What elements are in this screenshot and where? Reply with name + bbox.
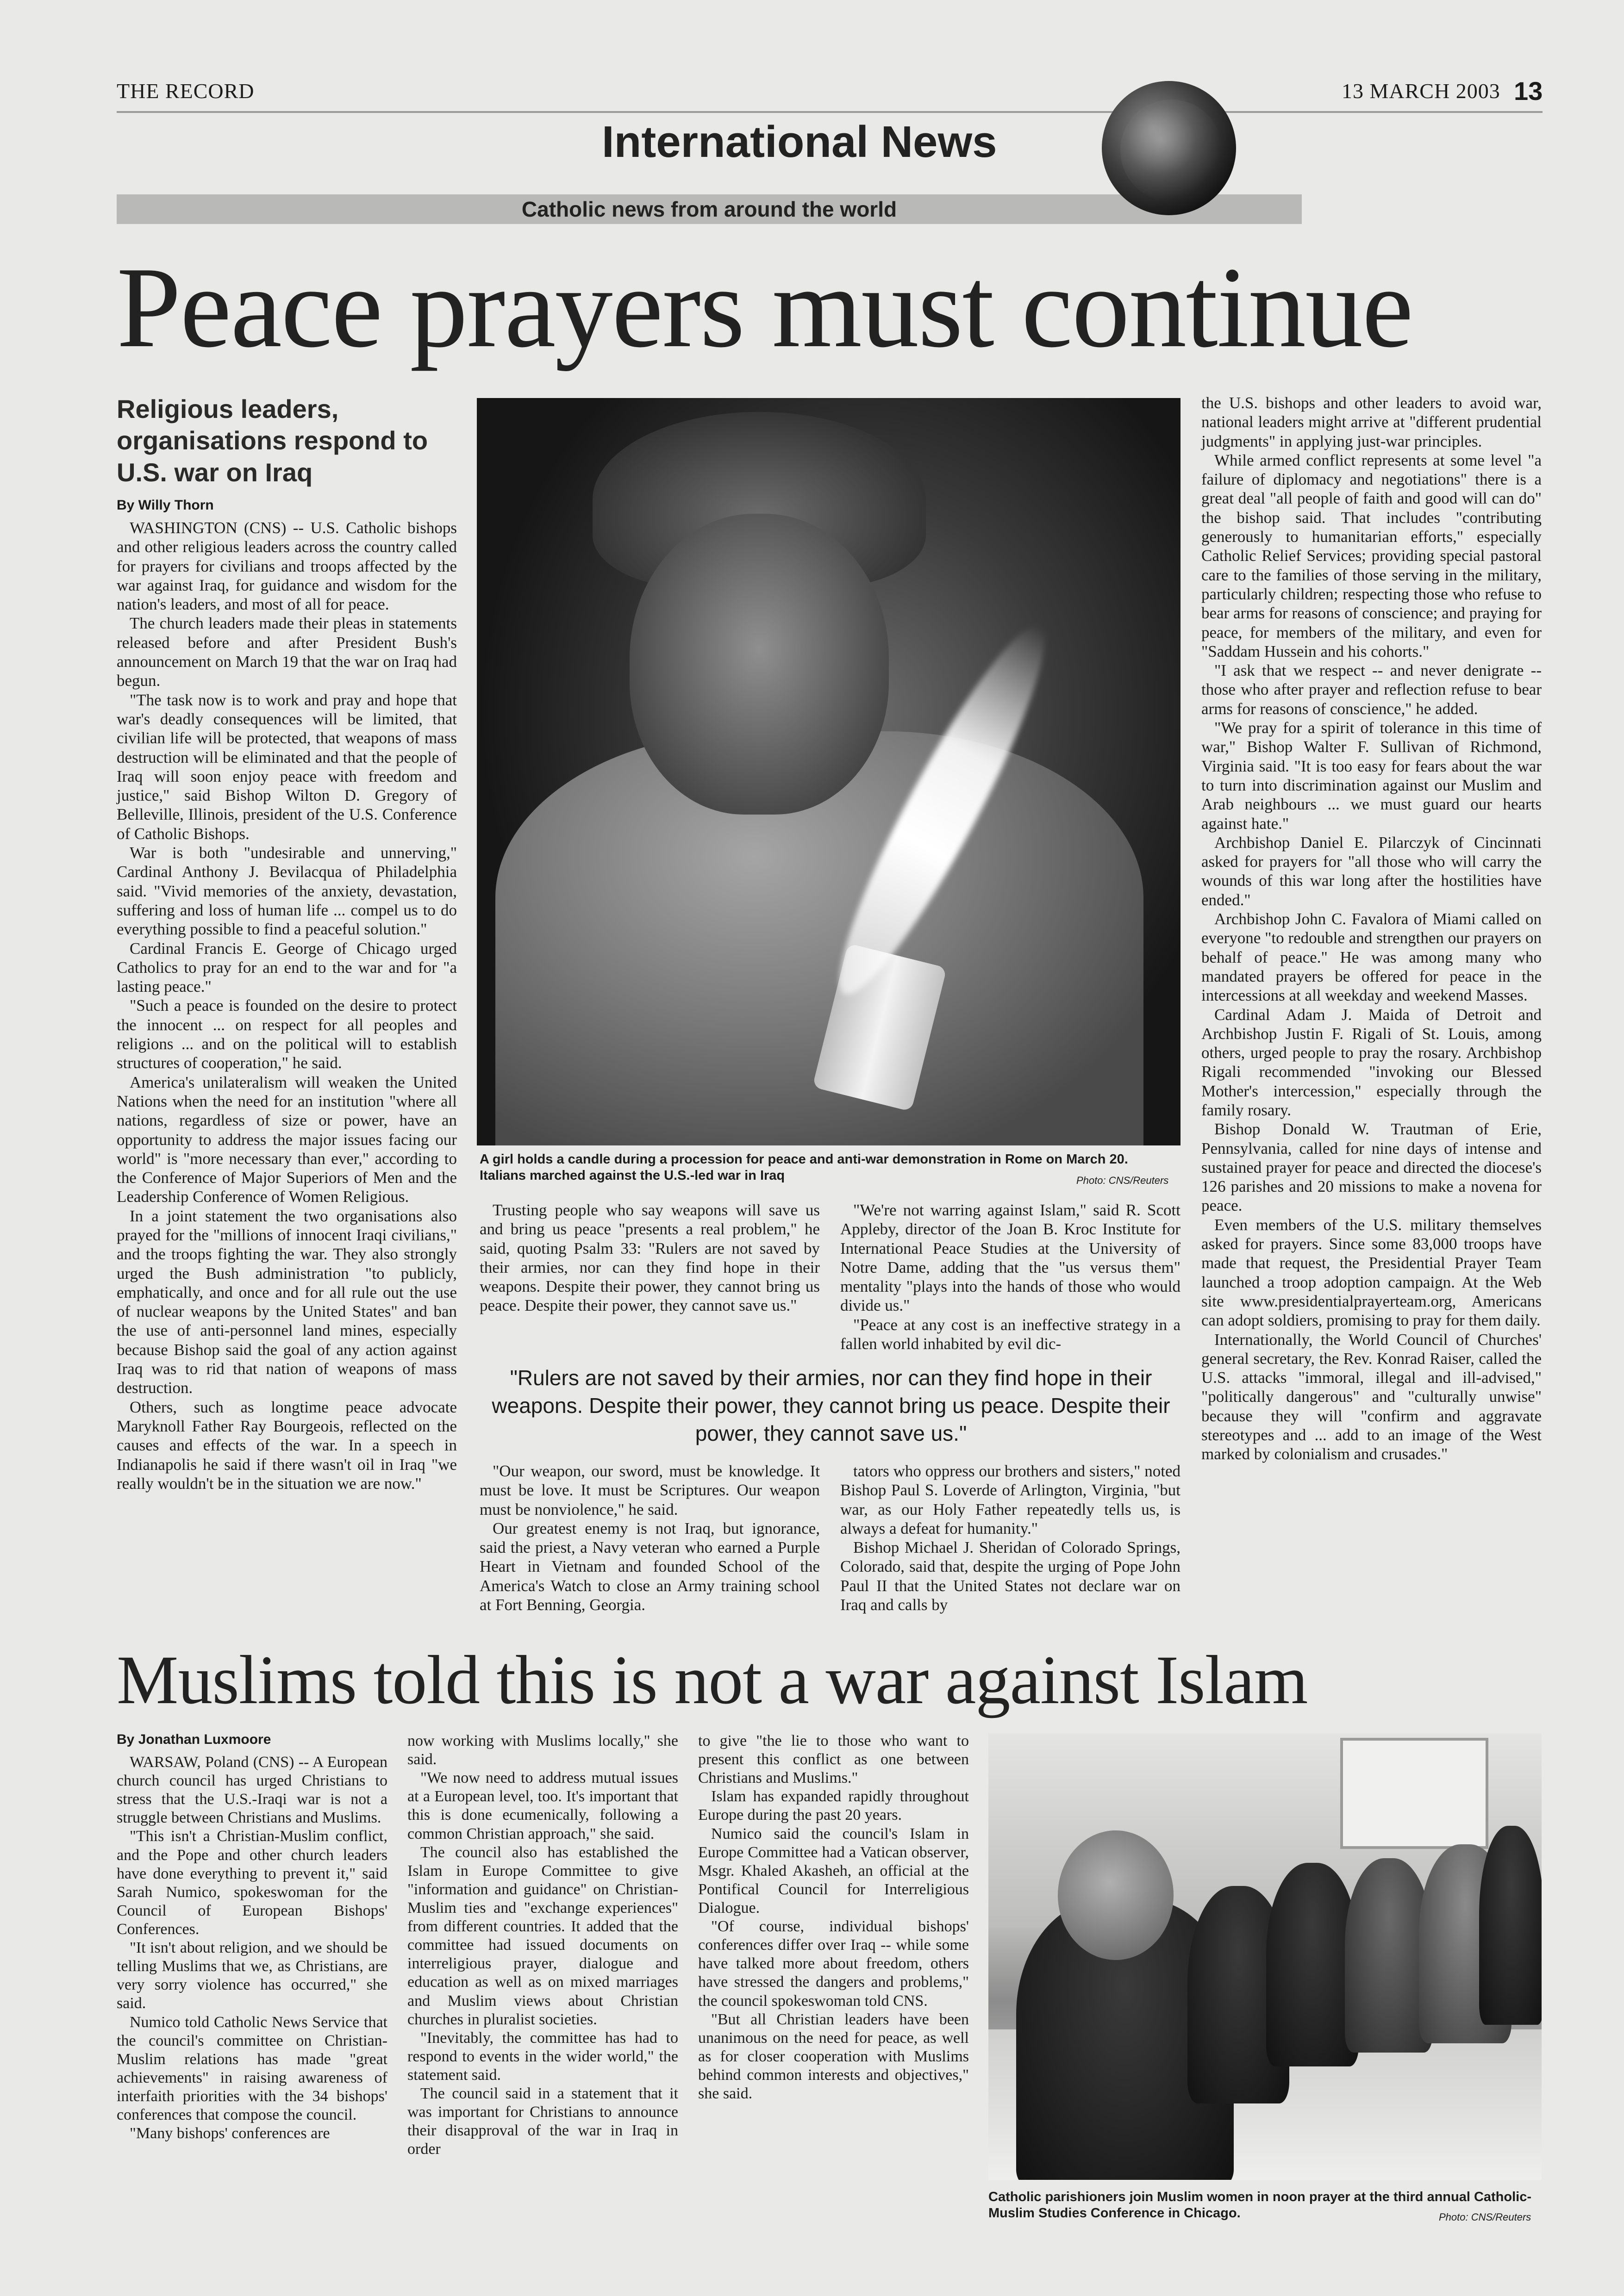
page-number: 13 <box>1514 76 1543 106</box>
paragraph: "It isn't about religion, and we should be telling Muslims that we, as Christians, are very sorry violence has occurred," she said. <box>117 1939 387 2012</box>
publication-name: THE RECORD <box>117 79 255 103</box>
paragraph: "Such a peace is founded on the desire to protect the innocent ... on respect for all peoples and religions ... and on the political will to establish structures of cooperation," he said. <box>117 996 457 1072</box>
paragraph: tators who oppress our brothers and sisters," noted Bishop Paul S. Loverde of Arlington, Virginia, "but war, as our Holy Father repeatedly tells us, is always a defeat for humanity." <box>840 1462 1181 1537</box>
paragraph: the U.S. bishops and other leaders to avoid war, national leaders might arrive at "different prudential judgments" in applying just-war principles. <box>1201 394 1542 450</box>
section-subtitle-bar <box>117 194 1302 224</box>
story1-deck: Religious leaders, organisations respond to U.S. war on Iraq <box>117 394 428 487</box>
photo-face <box>630 514 889 815</box>
paragraph: Our greatest enemy is not Iraq, but ignorance, said the priest, a Navy veteran who earned a Purple Heart in Vietnam and founded School of the America's Watch to close an Army training school at Fort Benning, Georgia. <box>480 1519 820 1614</box>
story2-column-2 <box>407 1732 678 2159</box>
paragraph: The council said in a statement that it was important for Christians to announce their disapproval of the war in Iraq in order <box>407 2085 678 2158</box>
story2-column-3 <box>698 1732 969 2103</box>
section-subtitle: Catholic news from around the world <box>521 197 897 221</box>
paragraph: WASHINGTON (CNS) -- U.S. Catholic bishops and other religious leaders across the country called for prayers for civilians and troops affected by the war against Iraq, for guidance and wisdom for the nation's leaders, and most of all for peace. <box>117 519 457 614</box>
paragraph: Others, such as longtime peace advocate Maryknoll Father Ray Bourgeois, reflected on the causes and effects of the war. In a speech in Indianapolis he said if there wasn't oil in Iraq "we really wouldn't be in the situation we are now." <box>117 1398 457 1493</box>
paragraph: "Peace at any cost is an ineffective strategy in a fallen world inhabited by evil dic- <box>840 1315 1181 1353</box>
issue-date: 13 MARCH 2003 <box>1342 79 1500 103</box>
story2-byline: By Jonathan Luxmoore <box>117 1732 271 1747</box>
paragraph: Bishop Donald W. Trautman of Erie, Pennsylvania, called for nine days of intense and sustained prayer for peace and directed the diocese's 126 parishes and 20 missions to make a novena for peace. <box>1201 1120 1542 1215</box>
paragraph: "We pray for a spirit of tolerance in this time of war," Bishop Walter F. Sullivan of Richmond, Virginia said. "It is too easy for fears about the war to turn into discrimination against our Muslim and Arab neighbours ... we must guard our hearts against hate." <box>1201 719 1542 833</box>
story1-photo-caption: A girl holds a candle during a procession for peace and anti-war demonstration in Rome on March 20. Italians marched against the U.S.-led war in Iraq <box>480 1152 1128 1183</box>
paragraph: Numico said the council's Islam in Europe Committee had a Vatican observer, Msgr. Khaled Akasheh, an official at the Pontifical Council for Interreligious Dialogue. <box>698 1825 969 1916</box>
story1-photo-credit: Photo: CNS/Reuters <box>1076 1175 1169 1186</box>
story1-column-3b <box>840 1462 1181 1614</box>
paragraph: The church leaders made their pleas in statements released before and after President Bush's announcement on March 19 that the war on Iraq had begun. <box>117 614 457 690</box>
paragraph: "We now need to address mutual issues at a European level, too. It's important that this is done ecumenically, following a common Christian approach," she said. <box>407 1769 678 1842</box>
paragraph: In a joint statement the two organisations also prayed for the "millions of innocent Iraqi civilians," and the troops fighting the war. They also strongly urged the Bush administration "to publicly, emphatically, and once and for all rule out the use of nuclear weapons by the United States" and ban the use of anti-personnel land mines, especially because Bishop said the goal of any action against Iraq was to rid that nation of weapons of mass destruction. <box>117 1207 457 1397</box>
paragraph: Islam has expanded rapidly throughout Europe during the past 20 years. <box>698 1788 969 1824</box>
paragraph: "The task now is to work and pray and hope that war's deadly consequences will be limited, that civilian life will be protected, that weapons of mass destruction will be eliminated and that the people of Iraq will soon enjoy peace with freedom and justice," said Bishop Wilton D. Gregory of Belleville, Illinois, president of the U.S. Conference of Catholic Bishops. <box>117 691 457 843</box>
paragraph: "We're not warring against Islam," said R. Scott Appleby, director of the Joan B. Kroc Institute for International Peace Studies at the University of Notre Dame, adding that the "us versus them" mentality "plays into the hands of those who would divide us." <box>840 1201 1181 1315</box>
paragraph: "I ask that we respect -- and never denigrate -- those who after prayer and reflection refuse to bear arms for reasons of conscience," he added. <box>1201 661 1542 718</box>
story1-column-1 <box>117 518 457 1493</box>
story1-column-2b <box>480 1462 820 1614</box>
photo-woman-5 <box>1479 1826 1542 2025</box>
paragraph: Trusting people who say weapons will save us and bring us peace "presents a real problem," he said, quoting Psalm 33: "Rulers are not saved by their armies, nor can they find hope in their weapons. Despite their power, they cannot bring us peace. Despite their power, they cannot save us." <box>480 1201 820 1315</box>
prayer-photo <box>988 1733 1542 2180</box>
photo-window <box>1340 1738 1488 1849</box>
paragraph: Cardinal Francis E. George of Chicago urged Catholics to pray for an end to the war and for "a lasting peace." <box>117 939 457 996</box>
story1-byline: By Willy Thorn <box>117 498 214 513</box>
paragraph: "But all Christian leaders have been unanimous on the need for peace, as well as for closer cooperation with Muslims behind common interests and objectives," she said. <box>698 2010 969 2103</box>
paragraph: "Many bishops' conferences are <box>130 2125 330 2142</box>
story2-column-1 <box>117 1753 387 2143</box>
story1-column-4 <box>1201 393 1542 1464</box>
paragraph: The council also has established the Islam in Europe Committee to give "information and guidance" on Christian-Muslim ties and "exchange experiences" from different countries. It added that the committee had issued documents on interreligious prayer, dialogue and education as well as on mixed marriages and Muslim views about Christian churches in pluralist societies. <box>407 1843 678 2028</box>
candle-girl-photo <box>477 398 1181 1145</box>
paragraph: Archbishop John C. Favalora of Miami called on everyone "to redouble and strengthen our prayers on behalf of peace." He was among many who mandated prayers be offered for peace in the intercessions at all weekday and weekend Masses. <box>1201 910 1542 1005</box>
paragraph: to give "the lie to those who want to present this conflict as one between Christians and Muslims." <box>698 1732 969 1787</box>
paragraph: now working with Muslims locally," she said. <box>407 1732 678 1768</box>
story1-column-2a <box>480 1201 820 1315</box>
paragraph: "This isn't a Christian-Muslim conflict, and the Pope and other church leaders have done everything to prevent it," said Sarah Numico, spokeswoman for the Council of European Bishops' Conferences. <box>117 1828 387 1938</box>
paragraph: "Our weapon, our sword, must be knowledge. It must be love. It must be Scriptures. Our weapon must be nonviolence," he said. <box>480 1462 820 1518</box>
photo-man-head <box>1058 1830 1174 1960</box>
paragraph: "Of course, individual bishops' conferences differ over Iraq -- while some have talked more about freedom, others have stressed the dangers and problems," the council spokeswoman told CNS. <box>698 1918 969 2010</box>
paragraph: War is both "undesirable and unnerving," Cardinal Anthony J. Bevilacqua of Philadelphia said. "Vivid memories of the anxiety, devastation, suffering and loss of human life ... compel us to do everything possible to find a peaceful solution." <box>117 844 457 939</box>
paragraph: While armed conflict represents at some level "a failure of diplomacy and negotiations" there is a great deal "all people of faith and good will can do" the bishop said. That includes "contributing generously to humanitarian efforts," especially Catholic Relief Services; providing special pastoral care to the families of those serving in the military, particularly children; respecting those who refuse to bear arms for reasons of conscience; and praying for peace, for members of the military, and even for "Saddam Hussein and his cohorts." <box>1201 451 1542 660</box>
story2-headline: Muslims told this is not a war against Islam <box>117 1642 1308 1718</box>
paragraph: Cardinal Adam J. Maida of Detroit and Archbishop Justin F. Rigali of St. Louis, among others, urged people to pray the rosary. Archbishop Rigali recommended "invoking our Blessed Mother's intercession," especially through the family rosary. <box>1201 1005 1542 1119</box>
header-rule <box>117 111 1543 113</box>
paragraph: WARSAW, Poland (CNS) -- A European church council has urged Christians to stress that the U.S.-Iraqi war is not a struggle between Christians and Muslims. <box>117 1754 387 1827</box>
section-title: International News <box>602 117 997 167</box>
paragraph: Bishop Michael J. Sheridan of Colorado Springs, Colorado, said that, despite the urging of Pope John Paul II that the United States not declare war on Iraq and calls by <box>840 1538 1181 1614</box>
paragraph: America's unilateralism will weaken the United Nations when the need for an institution "where all nations, regardless of size or power, have an opportunity to address the major issues facing our world" is "more necessary than ever," according to the Conference of Major Superiors of Men and the Leadership Conference of Women Religious. <box>117 1073 457 1206</box>
paragraph: "Inevitably, the committee has had to respond to events in the wider world," the statement said. <box>407 2029 678 2084</box>
paragraph: Numico told Catholic News Service that the council's committee on Christian-Muslim relations has made "great achievements" in raising awareness of interfaith priorities with the 34 bishops' conferences that compose the council. <box>117 2013 387 2124</box>
story1-headline: Peace prayers must continue <box>117 243 1413 372</box>
paragraph: Archbishop Daniel E. Pilarczyk of Cincinnati asked for prayers for "all those who will carry the wounds of this war long after the hostilities have ended." <box>1201 833 1542 909</box>
story1-column-3a <box>840 1201 1181 1353</box>
paragraph: Internationally, the World Council of Churches' general secretary, the Rev. Konrad Raiser, called the U.S. attacks "immoral, illegal and ill-advised," "politically dangerous" and "culturally unwise" because they will "confirm and aggravate stereotypes and ... add to an image of the West marked by colonialism and crusades." <box>1201 1330 1542 1463</box>
globe-icon <box>1102 81 1236 215</box>
paragraph: Even members of the U.S. military themselves asked for prayers. Since some 83,000 troops have made that request, the Presidential Prayer Team launched a troop adoption campaign. At the Web site www.presidentialprayerteam.org, Americans can adopt soldiers, promising to pray for them daily. <box>1201 1215 1542 1330</box>
story2-photo-credit: Photo: CNS/Reuters <box>1439 2211 1531 2223</box>
story2-photo-caption: Catholic parishioners join Muslim women in noon prayer at the third annual Catholic-Muslim Studies Conference in Chicago. <box>988 2190 1532 2221</box>
pull-quote: "Rulers are not saved by their armies, nor can they find hope in their weapons. Despite their power, they cannot bring us peace. Despite their power, they cannot save us." <box>492 1366 1170 1445</box>
